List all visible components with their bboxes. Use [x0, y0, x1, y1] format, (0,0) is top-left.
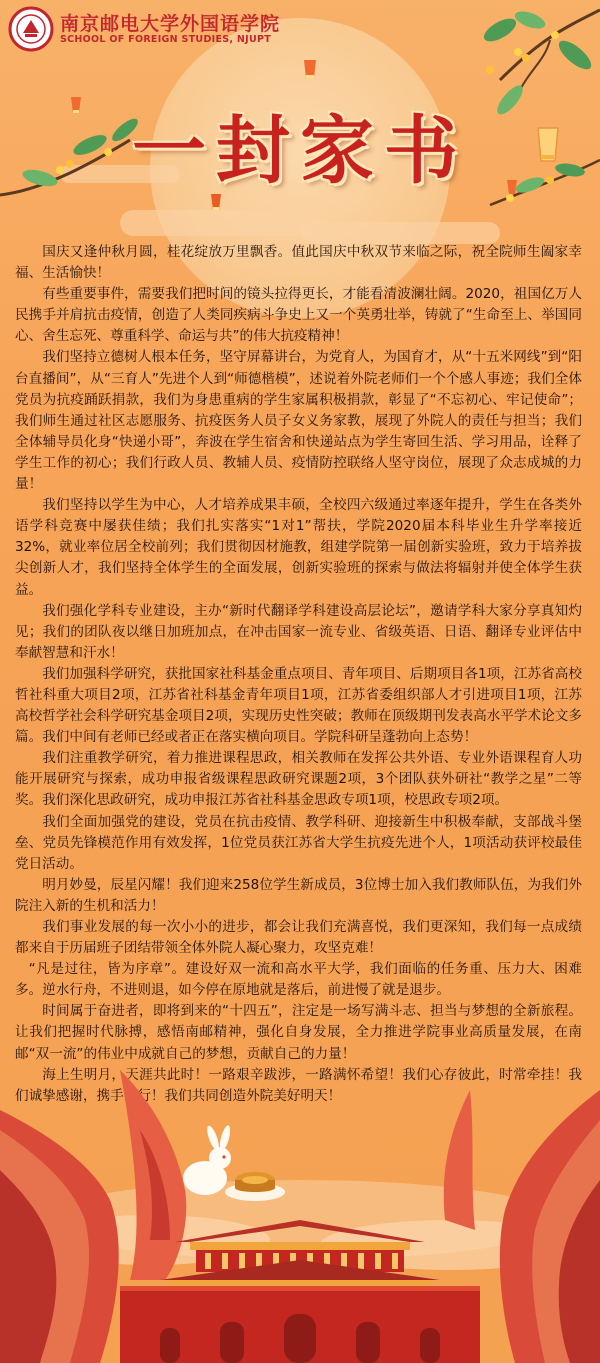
letter-paragraph: “凡是过往，皆为序章”。建设好双一流和高水平大学，我们面临的任务重、压力大、困难多。逆水行舟，不进则退，如今停在原地就是落后，前进慢了就是退步。 [15, 961, 582, 999]
letter-paragraph: 时间属于奋进者，即将到来的“十四五”，注定是一场写满斗志、担当与梦想的全新旅程。让我们把握时代脉搏，感悟南邮精神，强化自身发展，全力推进学院事业高质量发展，在南邮“双一流”的伟业中成就自己的梦想，贡献自己的力量！ [15, 1003, 582, 1062]
sky-lantern-icon [301, 58, 319, 80]
letter-paragraph: 我们加强科学研究，获批国家社科基金重点项目、青年项目、后期项目各1项，江苏省高校哲社科重大项目2项，江苏省社科基金青年项目1项，江苏省委组织部人才引进项目1项，江苏高校哲学社会科学研究基金项目2项，实现历史性突破；教师在顶级期刊发表高水平学术论文多篇。我们中间有老师已经或者正在落实横向项目。学院科研呈蓬勃向上态势！ [15, 665, 582, 746]
letter-paragraph: 明月妙曼，辰星闪耀！我们迎来258位学生新成员，3位博士加入我们教师队伍，为我们外院注入新的生机和活力！ [15, 876, 582, 914]
school-name-chinese: 南京邮电大学外国语学院 [60, 13, 281, 35]
letter-paragraph: 国庆又逢仲秋月圆，桂花绽放万里飘香。值此国庆中秋双节来临之际，祝全院师生阖家幸福、生活愉快！ [15, 244, 582, 282]
letter-paragraph: 我们坚持立德树人根本任务，坚守屏幕讲台，为党育人，为国育才，从“十五米网线”到“阳台直播间”，从“三育人”先进个人到“师德楷模”，述说着外院老师们一个个感人事迹；我们全体党员为抗疫踊跃捐款，我们为身患重病的学生家属积极捐款，彰显了“不忘初心、牢记使命”；我们师生通过社区志愿服务、抗疫医务人员子女义务家教，展现了外院人的责任与担当；我们全体辅导员化身“快递小哥”，奔波在学生宿舍和快递站点为学生寄回生活、学习用品，诠释了学生工作的初心；我们行政人员、教辅人员、疫情防控联络人坚守岗位，展现了众志成城的力量！ [15, 349, 582, 493]
letter-paragraph: 海上生明月，天涯共此时！一路艰辛跋涉，一路满怀希望！我们心存彼此，时常牵挂！我们诚挚感谢，携手同行！我们共同创造外院美好明天！ [15, 1066, 582, 1104]
school-name-english: SCHOOL OF FOREIGN STUDIES, NJUPT [60, 34, 272, 45]
letter-paragraph: 我们注重教学研究，着力推进课程思政，相关教师在发挥公共外语、专业外语课程育人功能开展研究与探索，成功申报省级课程思政研究课题2项，3个团队获外研社“教学之星”二等奖。我们深化思政研究，成功申报江苏省社科基金思政专项1项，校思政专项2项。 [15, 750, 582, 809]
njupt-seal-icon [8, 6, 54, 52]
rabbit-icon [183, 1124, 232, 1195]
mooncake-icon [225, 1172, 285, 1201]
letter-body [15, 242, 582, 1107]
letter-paragraph: 我们全面加强党的建设，党员在抗击疫情、教学科研、迎接新生中积极奉献，支部战斗堡垒、党员先锋模范作用有效发挥，1位党员获江苏省大学生抗疫先进个人，1项活动获评校最佳党日活动。 [15, 813, 582, 872]
cloud-icon [300, 222, 500, 244]
letter-paragraph: 我们坚持以学生为中心，人才培养成果丰硕，全校四六级通过率逐年提升，学生在各类外语学科竞赛中屡获佳绩；我们扎实落实“1对1”帮扶，学院2020届本科毕业生升学率接近32%，就业率位居全校前列；我们贯彻因材施教，组建学院第一届创新实验班，致力于培养拔尖创新人才，我们坚持全体学生的全面发展，创新实验班的探索与做法将辐射并使全体学生获益。 [15, 497, 582, 598]
letter-paragraph: 我们事业发展的每一次小小的进步，都会让我们充满喜悦，我们更深知，我们每一点成绩都来自于历届班子团结带领全体外院人凝心聚力，攻坚克难！ [15, 919, 582, 957]
page-title: 一封家书 [132, 108, 468, 194]
bottom-scene [0, 1070, 600, 1363]
cloud-icon [120, 210, 320, 236]
letter-paragraph: 有些重要事件，需要我们把时间的镜头拉得更长，才能看清波澜壮阔。2020，祖国亿万人民携手并肩抗击疫情，创造了人类同疾病斗争史上又一个英勇壮举，铸就了“生命至上、举国同心、舍生忘死、尊重科学、命运与共”的伟大抗疫精神！ [15, 286, 582, 345]
letter-paragraph: 我们强化学科专业建设，主办“新时代翻译学科建设高层论坛”，邀请学科大家分享真知灼见；我们的团队夜以继日加班加点，在冲击国家一流专业、省级英语、日语、翻译专业评估中奉献智慧和汗水！ [15, 602, 582, 661]
